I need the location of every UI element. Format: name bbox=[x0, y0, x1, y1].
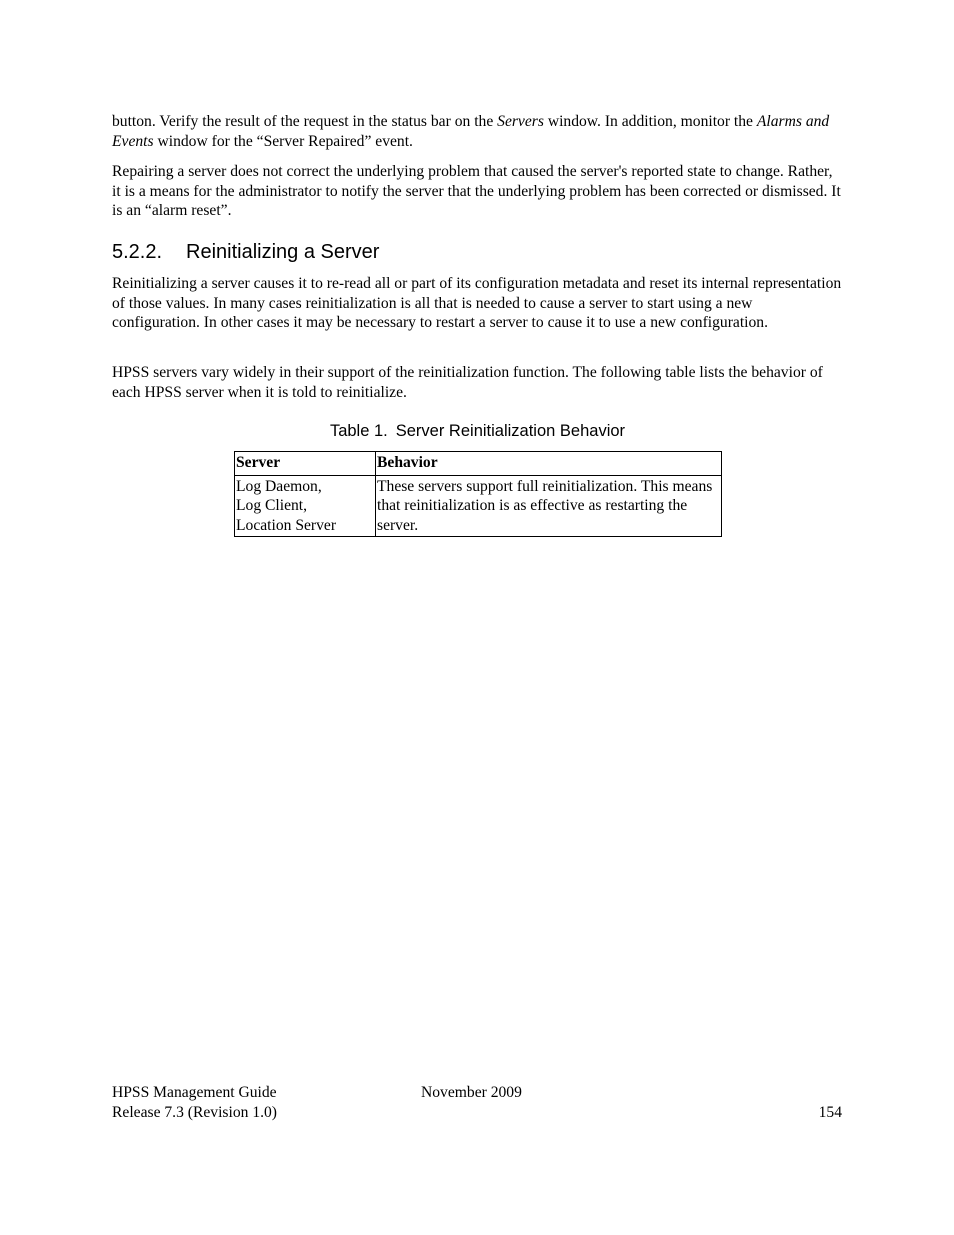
intro-text-3: window for the “Server Repaired” event. bbox=[153, 132, 413, 150]
intro-paragraph bbox=[112, 112, 844, 151]
servers-window-name: Servers bbox=[497, 113, 544, 130]
intro-text-2: window. In addition, monitor the bbox=[543, 113, 757, 130]
reinit-behavior-table bbox=[234, 451, 722, 537]
intro-text-1: button. Verify the result of the request in the status bar on the bbox=[112, 113, 498, 130]
header-server: Server bbox=[235, 452, 376, 476]
header-behavior: Behavior bbox=[376, 452, 722, 476]
reinit-paragraph: Reinitializing a server causes it to re-read all or part of its configuration metadata and reset its internal representation of those values. In many cases reinitialization is all that is needed to cause a server to start using a new configuration. In other cases it may be necessary to restart a server to cause it to use a new configuration. bbox=[112, 275, 842, 331]
repair-paragraph: Repairing a server does not correct the underlying problem that caused the server's reported state to change. Rather, it is a means for the administrator to notify the server that the underlying problem has been corrected or dismissed. It is an “alarm reset”. bbox=[112, 163, 841, 219]
cell-behavior: These servers support full reinitialization. This means that reinitialization is as effective as restarting the server. bbox=[376, 475, 722, 537]
table-header-row bbox=[235, 452, 722, 476]
page-number: 154 bbox=[818, 1104, 842, 1121]
table-row bbox=[235, 475, 722, 537]
hpss-paragraph: HPSS servers vary widely in their support of the reinitialization function. The following table lists the behavior of each HPSS server when it is told to reinitialize. bbox=[112, 364, 823, 401]
section-title: Reinitializing a Server bbox=[186, 241, 380, 263]
table-caption-label: Table 1. bbox=[329, 422, 388, 440]
footer-date: November 2009 bbox=[421, 1084, 522, 1101]
table-caption-title: Server Reinitialization Behavior bbox=[395, 422, 626, 440]
footer-guide-title: HPSS Management Guide bbox=[112, 1084, 277, 1101]
section-number: 5.2.2. bbox=[112, 241, 163, 263]
table-caption bbox=[234, 421, 721, 441]
section-heading bbox=[112, 240, 379, 264]
cell-server: Log Daemon, Log Client, Location Server bbox=[235, 475, 376, 537]
footer-release: Release 7.3 (Revision 1.0) bbox=[112, 1104, 277, 1121]
alarms-window-name: Alarms and Events bbox=[112, 113, 830, 150]
